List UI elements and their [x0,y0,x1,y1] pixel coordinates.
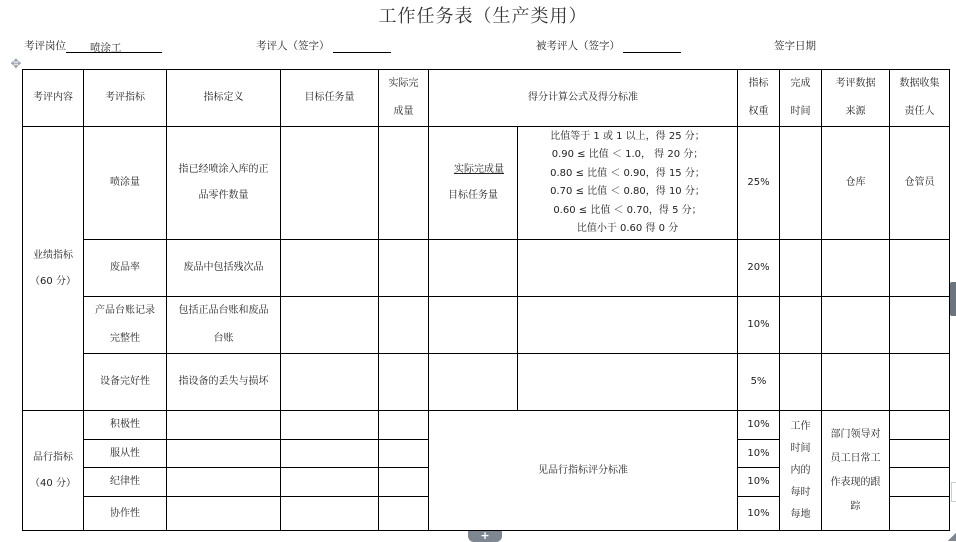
assessee-signature-line[interactable] [623,40,681,53]
source-line: 踪 [850,500,861,512]
indicator-cell[interactable]: 纪律性 [84,468,167,497]
indicator-cell[interactable]: 喷涂量 [84,127,167,240]
table-row [23,411,950,440]
header-actual-line1: 实际完 [388,78,419,89]
assessor-label: 考评人（签字） [256,40,330,52]
scoring-rule: 0.90 ≤ 比值 ＜ 1.0， 得 20 分； [551,149,704,160]
definition-cell[interactable] [167,440,281,468]
position-value: 喷涂工 [90,42,122,54]
document-title: 工作任务表（生产类用） [378,6,588,27]
time-line: 内的 [790,464,811,476]
actual-cell[interactable] [379,127,429,240]
table-row [23,240,950,297]
table-row [23,127,950,240]
header-source-line2: 来源 [845,106,866,117]
table-row [23,354,950,411]
header-row [23,70,950,127]
source-cell[interactable]: 仓库 [822,127,890,240]
weight-cell[interactable]: 10% [738,468,780,497]
actual-cell[interactable] [379,240,429,297]
weight-cell[interactable]: 10% [738,411,780,440]
indicator-line: 完整性 [110,333,140,344]
time-line: 每时 [790,486,811,498]
table-row [23,297,950,354]
time-line: 每地 [790,508,811,520]
scoring-rule: 比值小于 0.60 得 0 分 [576,223,679,234]
scoring-rules-cell[interactable] [518,297,738,354]
owner-cell[interactable] [890,354,950,411]
assessor-signature-field [256,38,391,53]
header-definition: 指标定义 [167,70,281,127]
formula-denominator: 目标任务量 [448,190,498,201]
column-handle-icon[interactable] [951,482,956,502]
header-source [822,70,890,127]
position-value-line[interactable] [66,40,162,53]
actual-cell[interactable] [379,354,429,411]
group-score: （40 分） [30,477,76,489]
sign-date-label: 签字日期 [774,40,816,52]
task-table [22,69,950,531]
scoring-rule: 0.60 ≤ 比值 ＜ 0.70，得 5 分； [553,204,702,216]
source-cell[interactable] [822,240,890,297]
scoring-rules-cell[interactable] [518,240,738,297]
scoring-rule: 0.80 ≤ 比值 ＜ 0.90，得 15 分； [550,167,705,179]
owner-cell[interactable] [890,411,950,440]
header-actual-line2: 成量 [393,106,414,117]
position-field [24,38,162,53]
indicator-cell[interactable]: 积极性 [84,411,167,440]
conduct-source-cell[interactable] [822,411,890,531]
source-line: 员工日常工 [830,452,881,464]
group-name: 业绩指标 [33,249,73,261]
indicator-line: 产品台账记录 [95,305,155,316]
actual-cell[interactable] [379,411,429,440]
definition-cell[interactable]: 废品中包括残次品 [167,240,281,297]
time-cell[interactable] [780,354,822,411]
header-owner-line1: 数据收集 [899,78,940,89]
target-cell[interactable] [281,127,379,240]
source-cell[interactable] [822,354,890,411]
indicator-cell[interactable]: 服从性 [84,440,167,468]
header-formula: 得分计算公式及得分标准 [429,70,738,127]
owner-cell[interactable] [890,297,950,354]
header-weight-line2: 权重 [748,106,769,117]
indicator-cell[interactable]: 协作性 [84,497,167,531]
formula-numerator: 实际完成量 [454,164,504,175]
table-resize-handle-icon[interactable] [948,533,956,541]
group-performance [23,127,84,411]
target-cell[interactable] [281,297,379,354]
header-indicator: 考评指标 [84,70,167,127]
assessee-signature-field [536,38,681,53]
indicator-cell[interactable] [84,297,167,354]
actual-cell[interactable] [379,497,429,531]
scoring-rules-cell[interactable] [518,127,738,240]
definition-line: 台账 [213,333,234,344]
time-line: 时间 [790,442,811,454]
owner-cell[interactable]: 仓管员 [890,127,950,240]
target-cell[interactable] [281,468,379,497]
conduct-formula-cell[interactable]: 见品行指标评分标准 [429,411,738,531]
definition-line: 品零件数量 [198,190,249,201]
definition-cell[interactable] [167,297,281,354]
definition-line: 指已经喷涂入库的正 [178,164,269,175]
target-cell[interactable] [281,440,379,468]
time-cell[interactable] [780,127,822,240]
indicator-cell[interactable]: 废品率 [84,240,167,297]
column-insert-handle-icon[interactable] [950,282,956,316]
header-source-line1: 考评数据 [835,78,876,89]
source-line: 作表现的跟 [830,476,881,488]
owner-cell[interactable] [890,468,950,497]
target-cell[interactable] [281,354,379,411]
actual-cell[interactable] [379,468,429,497]
definition-cell[interactable] [167,127,281,240]
scoring-rules-cell[interactable] [518,354,738,411]
time-cell[interactable] [780,240,822,297]
target-cell[interactable] [281,497,379,531]
time-cell[interactable] [780,297,822,354]
definition-line: 包括正品台账和废品 [178,305,269,316]
header-weight [738,70,780,127]
actual-cell[interactable] [379,440,429,468]
formula-fraction-cell[interactable] [429,240,518,297]
target-cell[interactable] [281,411,379,440]
table-move-handle-icon[interactable]: ✥ [10,57,22,72]
weight-cell[interactable]: 10% [738,497,780,531]
owner-cell[interactable] [890,240,950,297]
formula-fraction-cell[interactable] [429,297,518,354]
owner-cell[interactable] [890,497,950,531]
header-target: 目标任务量 [281,70,379,127]
formula-fraction-cell[interactable] [429,127,518,240]
conduct-time-cell[interactable] [780,411,822,531]
group-score: （60 分） [30,275,76,287]
weight-cell[interactable]: 25% [738,127,780,240]
indicator-cell[interactable]: 设备完好性 [84,354,167,411]
owner-cell[interactable] [890,440,950,468]
definition-cell[interactable]: 指设备的丢失与损坏 [167,354,281,411]
weight-cell[interactable]: 10% [738,297,780,354]
scoring-rule: 比值等于 1 或 1 以上，得 25 分； [550,130,705,142]
definition-cell[interactable] [167,411,281,440]
assessor-signature-line[interactable] [333,40,391,53]
weight-cell[interactable]: 5% [738,354,780,411]
group-conduct [23,411,84,531]
source-line: 部门领导对 [830,428,881,440]
time-line: 工作 [790,420,811,432]
target-cell[interactable] [281,240,379,297]
group-name: 品行指标 [33,451,73,463]
header-content: 考评内容 [23,70,84,127]
header-time [780,70,822,127]
weight-cell[interactable]: 20% [738,240,780,297]
formula-fraction-cell[interactable] [429,354,518,411]
header-weight-line1: 指标 [748,78,769,89]
header-actual [379,70,429,127]
header-time-line2: 时间 [790,106,811,117]
definition-cell[interactable] [167,497,281,531]
position-label: 考评岗位 [24,40,66,52]
definition-cell[interactable] [167,468,281,497]
header-time-line1: 完成 [790,78,811,89]
weight-cell[interactable]: 10% [738,440,780,468]
scoring-rule: 0.70 ≤ 比值 ＜ 0.80，得 10 分； [550,186,705,197]
header-owner [890,70,950,127]
assessee-label: 被考评人（签字） [536,40,620,52]
add-row-button[interactable]: + [468,531,502,542]
header-owner-line2: 责任人 [904,106,935,117]
actual-cell[interactable] [379,297,429,354]
sign-date-field [774,38,816,53]
source-cell[interactable] [822,297,890,354]
